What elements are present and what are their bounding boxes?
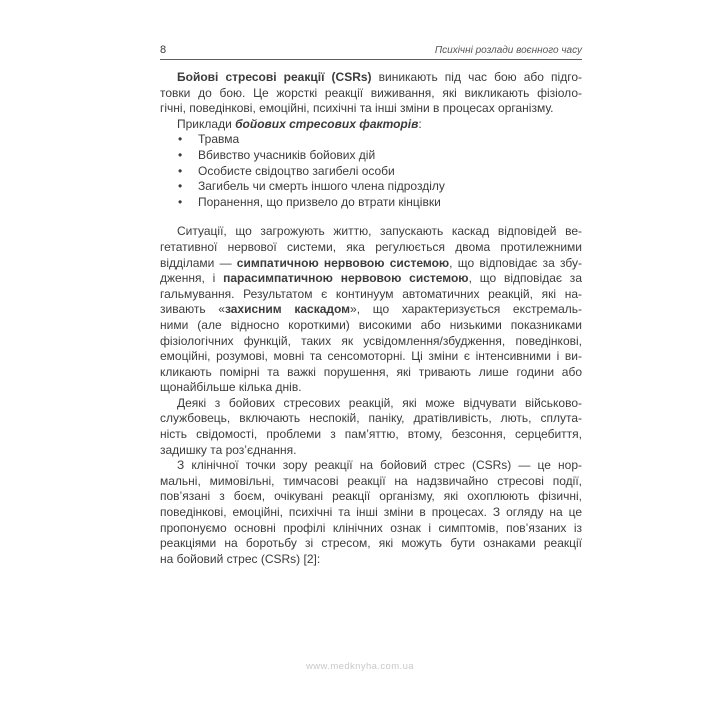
- text-line: [160, 334, 582, 350]
- text-run: пов’язані з боєм, очікувані реакції організму, які охоплюють фізичні,: [160, 489, 582, 504]
- text-run: зивають «: [160, 302, 225, 317]
- paragraph: [160, 70, 582, 117]
- text-run: дження, і: [160, 271, 224, 286]
- running-title: Психічні розлади воєнного часу: [434, 45, 582, 56]
- text-line: [160, 365, 582, 381]
- paragraph: [160, 117, 582, 133]
- paragraph: [160, 396, 582, 458]
- text-run: », що характеризується екстремаль-: [350, 302, 582, 317]
- bullet-item: [160, 179, 582, 195]
- text-run: , що відповідає за збу-: [449, 255, 582, 270]
- text-run: З клінічної точки зору реакції на бойовий стрес (CSRs) — це нор-: [177, 458, 582, 473]
- text-line: [160, 458, 582, 474]
- text-line: [160, 70, 582, 86]
- emphasized-text: захисним каскадом: [224, 302, 351, 317]
- text-run: Ситуації, що загрожують життю, запускають каскад відповідей ве-: [177, 224, 582, 239]
- emphasized-text: симпатичною нервовою системою: [236, 255, 450, 270]
- text-line: [160, 224, 582, 240]
- text-run: гетативної нервової системи, яка регулюється двома протилежними: [160, 239, 582, 254]
- text-line: [160, 489, 582, 505]
- text-line: [160, 117, 582, 133]
- text-run: виникають під час бою або підго-: [371, 70, 582, 84]
- text-run: кликають помірні та важкі порушення, які тривають лише години або: [160, 364, 582, 379]
- text-line: [160, 427, 582, 443]
- text-run: відділами —: [160, 255, 237, 270]
- text-line: [160, 86, 582, 102]
- bullet-text: Особисте свідоцтво загибелі особи: [198, 163, 395, 178]
- text-line: [160, 443, 582, 459]
- text-run: гальмування. Результатом є континуум автоматичних реакцій, які на-: [160, 286, 582, 301]
- page-number: 8: [160, 44, 167, 56]
- text-line: [160, 302, 582, 318]
- text-run: гічні, поведінкові, емоційні, психічні та інші зміни в процесах організму.: [160, 101, 554, 116]
- text-run: ність свідомості, проблеми з пам’яттю, втому, безсоння, серцебиття,: [160, 427, 582, 442]
- bullet-item: [160, 132, 582, 148]
- text-run: :: [418, 116, 422, 131]
- bullet-item: [160, 148, 582, 164]
- text-line: [160, 536, 582, 552]
- bullet-text: Травма: [198, 132, 240, 147]
- text-run: товки до бою. Це жорсткі реакції виживання, які викликають фізіоло-: [160, 85, 582, 100]
- bullet-item: [160, 195, 582, 211]
- text-line: [160, 101, 582, 117]
- watermark-url: www.medknyha.com.ua: [306, 661, 414, 672]
- text-line: [160, 271, 582, 287]
- bullet-item: [160, 164, 582, 180]
- bullet-text: Поранення, що призвело до втрати кінцівки: [198, 194, 441, 209]
- text-line: [160, 380, 582, 396]
- text-run: щонайбільше кілька днів.: [160, 380, 302, 395]
- text-run: ними (але відносно короткими) високими або низькими показниками: [160, 317, 582, 332]
- text-run: реакціями на боротьбу зі стресом, які можуть бути ознаками реакції: [160, 536, 582, 551]
- bullet-icon: •: [178, 147, 183, 162]
- text-run: емоційні, розумові, мовні та сенсомоторні. Ці зміни є інтенсивними і ви-: [160, 349, 582, 364]
- text-run: пропонуємо основні профілі клінічних ознак і симптомів, пов’язаних із: [160, 520, 582, 535]
- text-line: [160, 411, 582, 427]
- page-header: [160, 44, 582, 60]
- text-line: [160, 287, 582, 303]
- text-line: [160, 474, 582, 490]
- bullet-list: [160, 132, 582, 210]
- text-run: фізіологічних функцій, таких як усвідомлення/збудження, поведінкові,: [160, 333, 582, 348]
- text-line: [160, 396, 582, 412]
- bullet-text: Загибель чи смерть іншого члена підрозділу: [198, 179, 445, 194]
- emphasized-text: бойових стресових факторів: [235, 116, 419, 131]
- text-run: поведінкові, емоційні, психічні та інші зміни в процесах. З огляду на це: [160, 505, 582, 520]
- text-run: на бойовий стрес (CSRs) [2]:: [160, 551, 321, 566]
- text-run: задишку та роз’єднання.: [160, 442, 297, 457]
- text-line: [160, 256, 582, 272]
- paragraph: [160, 458, 582, 567]
- emphasized-text: парасимпатичною нервовою системою: [223, 271, 469, 286]
- text-run: Деякі з бойових стресових реакцій, які може відчувати військово-: [177, 395, 582, 410]
- bullet-icon: •: [178, 179, 183, 194]
- text-line: [160, 521, 582, 537]
- bullet-icon: •: [178, 194, 183, 209]
- text-line: [160, 505, 582, 521]
- text-run: Приклади: [177, 116, 236, 131]
- page-body-text: [160, 70, 582, 567]
- text-line: [160, 318, 582, 334]
- text-run: службовець, включають неспокій, паніку, дратівливість, лють, сплута-: [160, 411, 582, 426]
- text-line: [160, 240, 582, 256]
- text-run: мальні, мимовільні, тимчасові реакції на надзвичайно стресові події,: [160, 473, 582, 488]
- paragraph: [160, 224, 582, 396]
- bullet-icon: •: [178, 163, 183, 178]
- bullet-icon: •: [178, 132, 183, 147]
- bullet-text: Вбивство учасників бойових дій: [198, 147, 376, 162]
- text-line: [160, 349, 582, 365]
- emphasized-text: Бойові стресові реакції (CSRs): [177, 70, 372, 84]
- text-run: , що відповідає за: [468, 271, 582, 286]
- text-line: [160, 552, 582, 568]
